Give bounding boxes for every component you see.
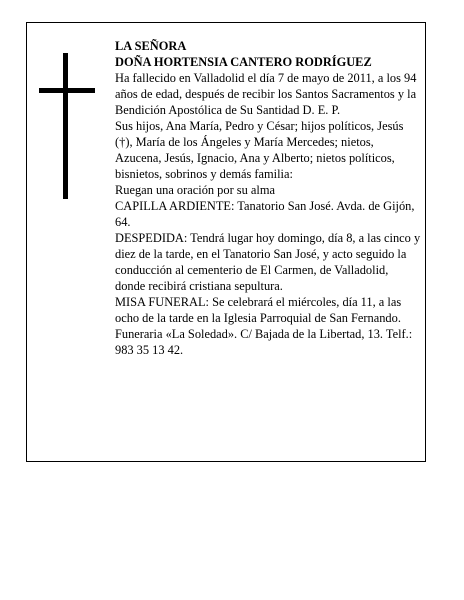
farewell-info: DESPEDIDA: Tendrá lugar hoy domingo, día 8, a las cinco y diez de la tarde, en el Tanatorio San José, y acto seguido la conducción al cementerio de El Carmen, de Valladolid, donde recibirá cristiana sepultura. (115, 231, 421, 293)
prayer-request: Ruegan una oración por su alma (115, 183, 275, 197)
family-list: Sus hijos, Ana María, Pedro y César; hijos políticos, Jesús (†), María de los Ángeles y María Mercedes; nietos, Azucena, Jesús, Ignacio, Ana y Alberto; nietos políticos, bisnietos, sobrinos y demás familia: (115, 119, 404, 181)
funeral-mass-info: MISA FUNERAL: Se celebrará el miércoles, día 11, a las ocho de la tarde en la Iglesia Parroquial de San Fernando. (115, 295, 402, 325)
notice-text (115, 38, 421, 358)
cross-horizontal-bar (39, 88, 95, 93)
cross-vertical-bar (63, 53, 68, 199)
chapel-info: CAPILLA ARDIENTE: Tanatorio San José. Avda. de Gijón, 64. (115, 199, 415, 229)
funeral-home-info: Funeraria «La Soledad». C/ Bajada de la Libertad, 13. Telf.: 983 35 13 42. (115, 327, 413, 357)
cross-icon (39, 53, 95, 199)
death-announcement: Ha fallecido en Valladolid el día 7 de mayo de 2011, a los 94 años de edad, después de recibir los Santos Sacramentos y la Bendición Apostólica de Su Santidad D. E. P. (115, 71, 417, 117)
notice-title: LA SEÑORA (115, 39, 187, 53)
deceased-name: DOÑA HORTENSIA CANTERO RODRÍGUEZ (115, 55, 372, 69)
obituary-notice (26, 22, 426, 462)
